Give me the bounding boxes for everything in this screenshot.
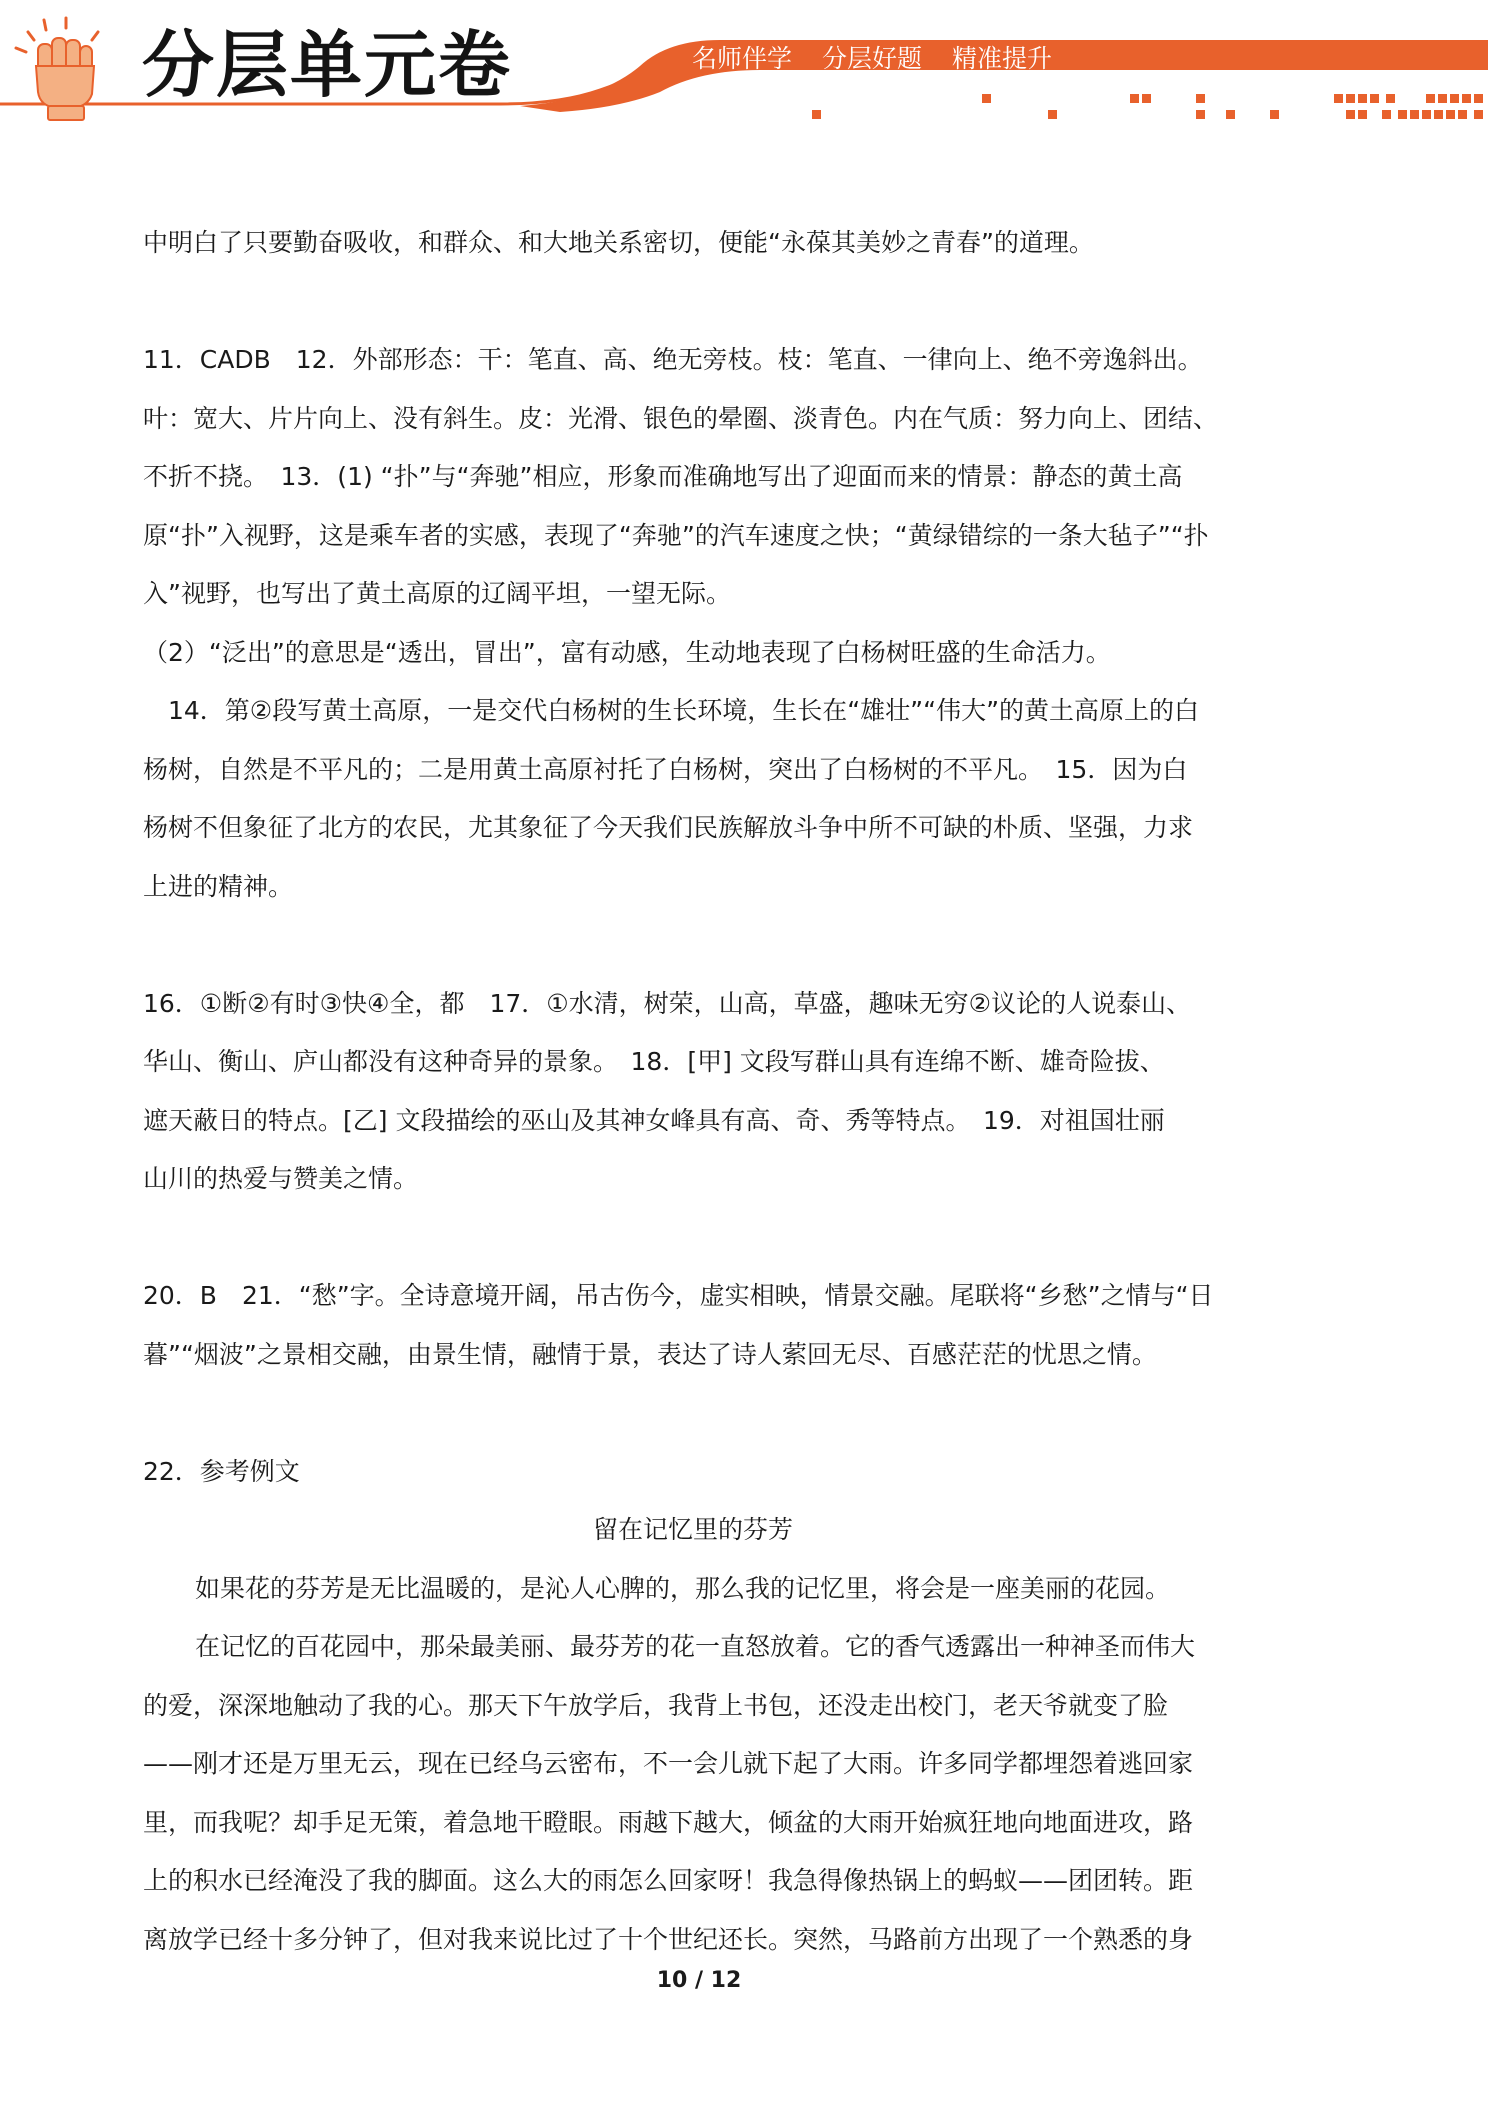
text-line: 不折不挠。 13．(1) “扑”与“奔驰”相应，形象而准确地写出了迎面而来的情景：静态的黄土高 — [143, 462, 1183, 491]
slogan-item: 名师伴学 — [692, 44, 793, 73]
text-line: 中明白了只要勤奋吸收，和群众、和大地关系密切，便能“永葆其美妙之青春”的道理。 — [143, 228, 1094, 257]
essay-title: 留在记忆里的芬芳 — [592, 1515, 793, 1544]
answer-content — [143, 214, 1243, 1969]
text-line: 原“扑”入视野，这是乘车者的实感，表现了“奔驰”的汽车速度之快；“黄绿错综的一条大毡子”“扑 — [143, 520, 1209, 550]
page-header — [0, 0, 1488, 130]
text-line: 杨树，自然是不平凡的；二是用黄土高原衬托了白杨树，突出了白杨树的不平凡。 15．因为白 — [143, 754, 1188, 784]
text-line: 上的积水已经淹没了我的脚面。这么大的雨怎么回家呀！我急得像热锅上的蚂蚁——团团转。距 — [143, 1866, 1194, 1895]
paragraph-gap — [143, 916, 1243, 975]
slogan-text — [692, 42, 1312, 76]
text-line: 暮”“烟波”之景相交融，由景生情，融情于景，表达了诗人萦回无尽、百感茫茫的忧思之情。 — [143, 1339, 1157, 1369]
text-line: 16．①断②有时③快④全，都 17．①水清，树荣，山高，草盛，趣味无穷②议论的人说泰山、 — [143, 988, 1192, 1018]
slogan-item: 精准提升 — [951, 44, 1052, 73]
text-line: ——刚才还是万里无云，现在已经乌云密布，不一会儿就下起了大雨。许多同学都埋怨着逃回家 — [143, 1749, 1194, 1778]
text-line: 叶：宽大、片片向上、没有斜生。皮：光滑、银色的晕圈、淡青色。内在气质：努力向上、团结、 — [143, 403, 1219, 433]
text-line: 上进的精神。 — [143, 871, 294, 901]
text-line: 离放学已经十多分钟了，但对我来说比过了十个世纪还长。突然，马路前方出现了一个熟悉的身 — [143, 1924, 1194, 1954]
text-line: 里，而我呢？却手足无策，着急地干瞪眼。雨越下越大，倾盆的大雨开始疯狂地向地面进攻，路 — [143, 1807, 1194, 1837]
text-line: 20．B 21．“愁”字。全诗意境开阔，吊古伤今，虚实相映，情景交融。尾联将“乡愁”之情与“日 — [143, 1281, 1214, 1310]
brand-title: 分层单元卷 — [142, 23, 513, 107]
paragraph-gap — [143, 1384, 1243, 1443]
text-line: 14．第②段写黄土高原，一是交代白杨树的生长环境，生长在“雄壮”“伟大”的黄土高原上的白 — [143, 696, 1200, 725]
text-line: 22．参考例文 — [143, 1456, 300, 1486]
text-line: 山川的热爱与赞美之情。 — [143, 1164, 419, 1193]
text-line: 杨树不但象征了北方的农民，尤其象征了今天我们民族解放斗争中所不可缺的朴质、坚强，力求 — [143, 813, 1194, 842]
pixel-squares-decoration — [812, 94, 1483, 119]
paragraph-gap — [143, 273, 1243, 332]
text-line: 11．CADB 12．外部形态：干：笔直、高、绝无旁枝。枝：笔直、一律向上、绝不旁逸斜出。 — [143, 345, 1203, 374]
text-line: 的爱，深深地触动了我的心。那天下午放学后，我背上书包，还没走出校门，老天爷就变了脸 — [143, 1690, 1169, 1720]
text-line: 华山、衡山、庐山都没有这种奇异的景象。 18．[甲] 文段写群山具有连绵不断、雄奇险拔、 — [143, 1047, 1165, 1076]
slogan-item: 分层好题 — [821, 44, 922, 73]
paragraph-gap — [143, 1209, 1243, 1268]
text-line: 入”视野，也写出了黄土高原的辽阔平坦，一望无际。 — [143, 579, 731, 608]
raised-fist-icon — [8, 14, 116, 122]
text-line: 在记忆的百花园中，那朵最美丽、最芬芳的花一直怒放着。它的香气透露出一种神圣而伟大 — [195, 1632, 1196, 1661]
text-line: 如果花的芬芳是无比温暖的，是沁人心脾的，那么我的记忆里，将会是一座美丽的花园。 — [195, 1573, 1171, 1603]
page-number: 10 / 12 — [656, 1968, 742, 1993]
text-line: （2）“泛出”的意思是“透出，冒出”，富有动感，生动地表现了白杨树旺盛的生命活力。 — [143, 637, 1111, 667]
text-line: 遮天蔽日的特点。[乙] 文段描绘的巫山及其神女峰具有高、奇、秀等特点。 19．对祖国壮丽 — [143, 1105, 1165, 1135]
